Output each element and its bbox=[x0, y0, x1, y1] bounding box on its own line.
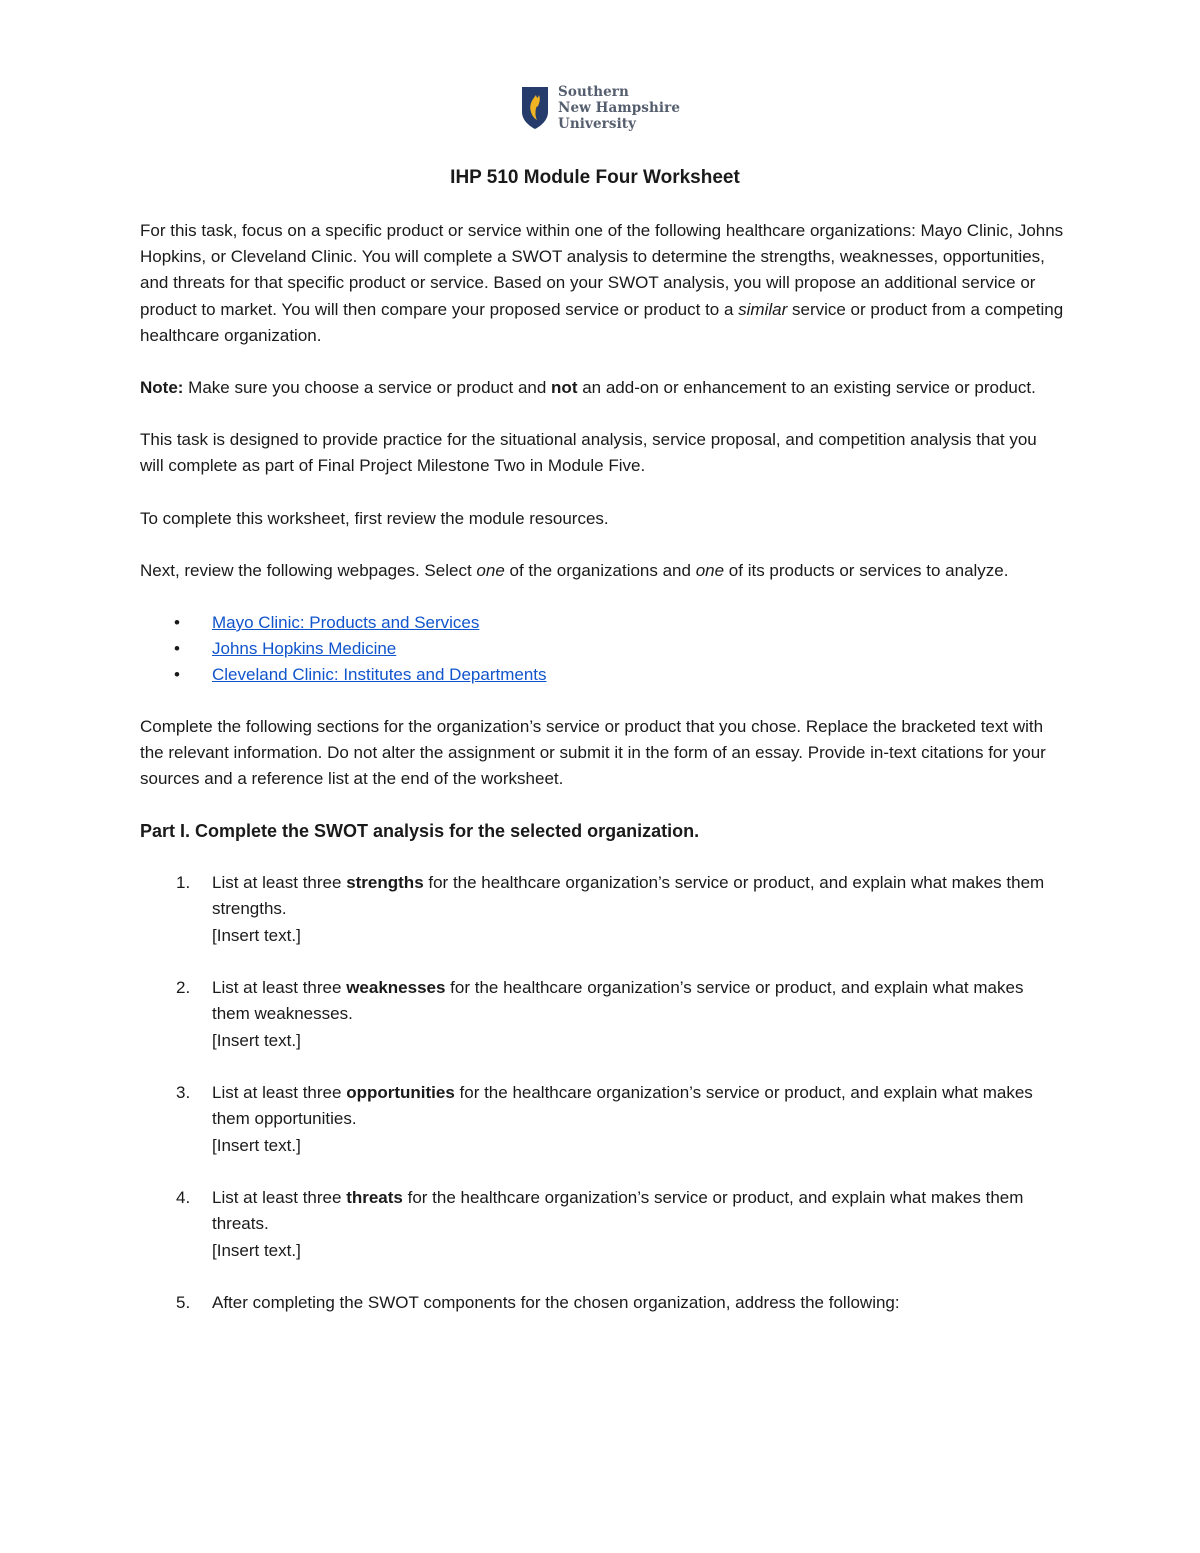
logo-wordmark bbox=[558, 84, 680, 132]
select-text: of its products or services to analyze. bbox=[724, 560, 1009, 580]
note-text-end: an add-on or enhancement to an existing service or product. bbox=[577, 378, 1036, 398]
select-emphasis: one bbox=[695, 560, 725, 580]
select-text: Next, review the following webpages. Select bbox=[140, 560, 477, 580]
insert-text-placeholder[interactable]: [Insert text.] bbox=[212, 1135, 301, 1155]
item-keyword: strengths bbox=[346, 873, 424, 893]
item-text: List at least three bbox=[212, 1188, 347, 1208]
item-text: for the healthcare organization’s service or product, and explain what makes them weaknesses. bbox=[212, 978, 1024, 1024]
link-mayo-clinic[interactable]: Mayo Clinic: Products and Services bbox=[212, 613, 480, 633]
document-body bbox=[140, 218, 1065, 1343]
item-text: for the healthcare organization’s service or product, and explain what makes them strengths. bbox=[212, 873, 1045, 919]
list-item bbox=[140, 636, 1065, 662]
item-text: List at least three bbox=[212, 873, 347, 893]
webpage-link-list bbox=[140, 610, 1065, 689]
item-number: 2. bbox=[176, 978, 191, 998]
select-emphasis: one bbox=[476, 560, 505, 580]
snhu-logo bbox=[521, 84, 680, 132]
insert-text-placeholder[interactable]: [Insert text.] bbox=[212, 925, 301, 945]
intro-text: For this task, focus on a specific product or service within one of the following healthcare organizations: Mayo Clinic, Johns Hopkins, or Cleveland Clinic. You will complete a SWOT analysis to determine the strengths, weaknesses, opportunities, and threats for that specific product or service. Based on your SWOT analysis, you will propose an additional service or product to market. You will then compare your proposed service or product to a bbox=[140, 221, 1064, 319]
intro-text-end: service or product from a competing healthcare organization. bbox=[140, 299, 1064, 345]
list-item bbox=[140, 1185, 1065, 1264]
bullet-icon: • bbox=[174, 665, 180, 685]
note-emphasis: not bbox=[551, 378, 578, 398]
item-keyword: weaknesses bbox=[346, 978, 446, 998]
link-cleveland-clinic[interactable]: Cleveland Clinic: Institutes and Departments bbox=[212, 665, 547, 685]
logo-line: New Hampshire bbox=[558, 100, 681, 116]
list-item bbox=[140, 1290, 1065, 1316]
link-johns-hopkins[interactable]: Johns Hopkins Medicine bbox=[212, 639, 397, 659]
insert-text-placeholder[interactable]: [Insert text.] bbox=[212, 1030, 301, 1050]
part-one-heading: Part I. Complete the SWOT analysis for the selected organization. bbox=[140, 821, 700, 842]
swot-task-list bbox=[140, 870, 1065, 1316]
item-keyword: threats bbox=[346, 1188, 403, 1208]
item-text: After completing the SWOT components for the chosen organization, address the following: bbox=[212, 1293, 900, 1313]
intro-emphasis: similar bbox=[738, 299, 788, 319]
instructions-paragraph: Complete the following sections for the organization’s service or product that you chose. Replace the bracketed text with the relevant information. Do not alter the assignment or submit it in the form of an essay. Provide in-text citations for your sources and a reference list at the end of the worksheet. bbox=[140, 716, 1046, 789]
item-text: for the healthcare organization’s service or product, and explain what makes them threats. bbox=[212, 1188, 1024, 1234]
list-item bbox=[140, 610, 1065, 636]
note-paragraph bbox=[140, 375, 1065, 401]
select-paragraph bbox=[140, 558, 1065, 584]
item-text: List at least three bbox=[212, 978, 347, 998]
note-label: Note: bbox=[140, 378, 184, 398]
resources-paragraph: To complete this worksheet, first review the module resources. bbox=[140, 508, 609, 528]
item-keyword: opportunities bbox=[346, 1083, 455, 1103]
purpose-paragraph: This task is designed to provide practice for the situational analysis, service proposal, and competition analysis that you will complete as part of Final Project Milestone Two in Module Five. bbox=[140, 430, 1037, 476]
item-text: for the healthcare organization’s service or product, and explain what makes them opportunities. bbox=[212, 1083, 1033, 1129]
select-text: of the organizations and bbox=[504, 560, 696, 580]
list-item bbox=[140, 975, 1065, 1054]
bullet-icon: • bbox=[174, 639, 180, 659]
list-item bbox=[140, 870, 1065, 949]
item-number: 5. bbox=[176, 1293, 191, 1313]
list-item bbox=[140, 1080, 1065, 1159]
page-title: IHP 510 Module Four Worksheet bbox=[450, 167, 740, 188]
shield-flame-icon bbox=[521, 86, 549, 130]
note-text: Make sure you choose a service or product and bbox=[183, 378, 552, 398]
list-item bbox=[140, 662, 1065, 688]
item-text: List at least three bbox=[212, 1083, 347, 1103]
logo-line: Southern bbox=[558, 84, 629, 100]
item-number: 3. bbox=[176, 1083, 191, 1103]
item-number: 4. bbox=[176, 1188, 191, 1208]
logo-line: University bbox=[558, 116, 637, 132]
item-number: 1. bbox=[176, 873, 191, 893]
bullet-icon: • bbox=[174, 613, 180, 633]
insert-text-placeholder[interactable]: [Insert text.] bbox=[212, 1240, 301, 1260]
intro-paragraph bbox=[140, 218, 1065, 349]
